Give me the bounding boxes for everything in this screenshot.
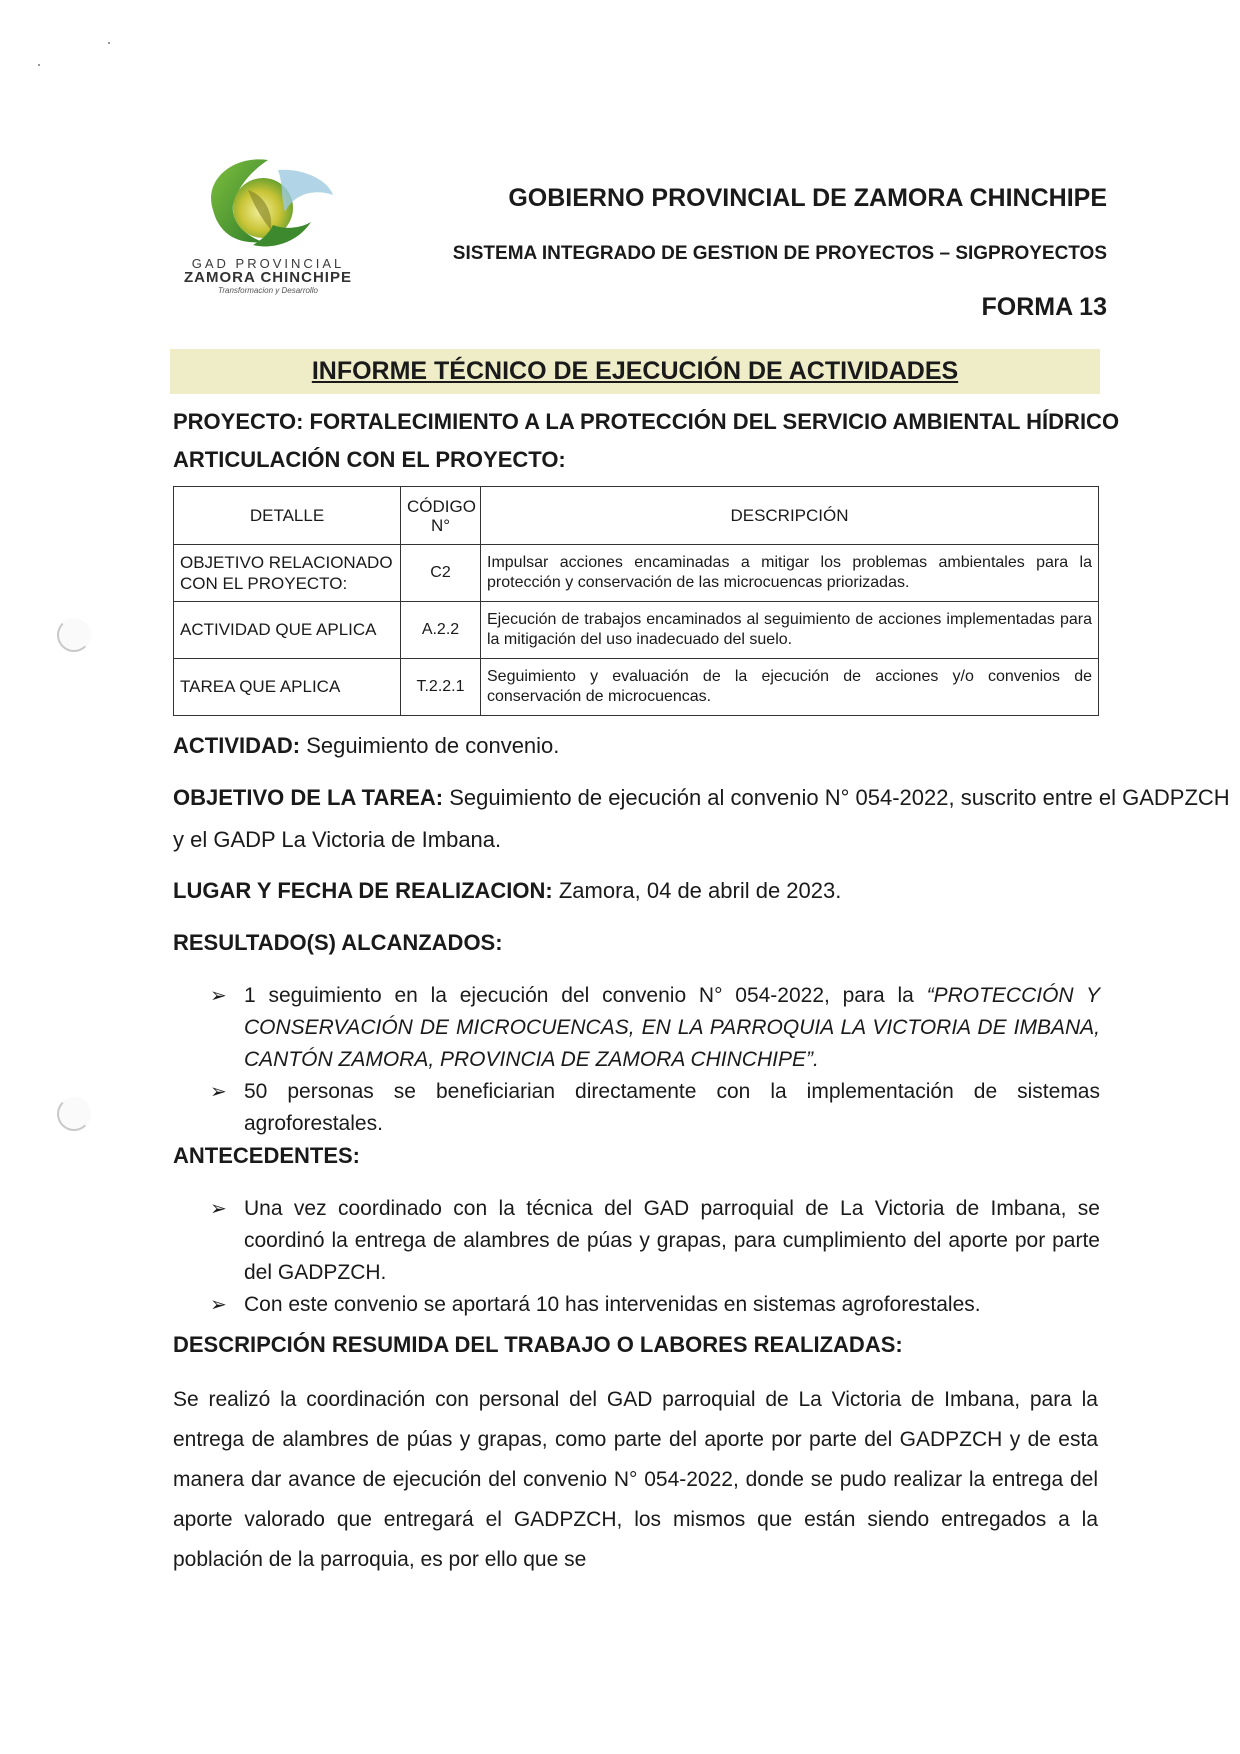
logo-line-3: Transformacion y Desarrollo	[218, 286, 318, 295]
row-codigo: C2	[401, 545, 481, 602]
header-detalle: DETALLE	[174, 487, 401, 545]
place-date-line	[173, 877, 841, 905]
background-2-text: Con este convenio se aportará 10 has intervenidas en sistemas agroforestales.	[244, 1293, 981, 1316]
arrow-bullet-icon: ➢	[210, 1081, 227, 1103]
arrow-bullet-icon: ➢	[210, 985, 227, 1007]
articulation-table	[173, 486, 1099, 716]
place-date-label: LUGAR Y FECHA DE REALIZACION:	[173, 878, 553, 903]
arrow-bullet-icon: ➢	[210, 1294, 227, 1316]
row-codigo: T.2.2.1	[401, 659, 481, 716]
punch-hole-mark	[57, 1097, 91, 1131]
list-item	[210, 980, 1100, 1076]
row-descripcion: Seguimiento y evaluación de la ejecución de acciones y/o convenios de conservación de microcuencas.	[481, 659, 1099, 716]
project-line	[173, 408, 1119, 436]
document-title: GOBIERNO PROVINCIAL DE ZAMORA CHINCHIPE	[508, 184, 1107, 212]
system-subtitle: SISTEMA INTEGRADO DE GESTION DE PROYECTOS – SIGPROYECTOS	[452, 243, 1107, 264]
form-number: FORMA 13	[981, 293, 1107, 321]
table-header-row	[174, 487, 1099, 545]
table-row	[174, 545, 1099, 602]
project-value: FORTALECIMIENTO A LA PROTECCIÓN DEL SERVICIO AMBIENTAL HÍDRICO	[309, 409, 1120, 434]
arrow-bullet-icon: ➢	[210, 1198, 227, 1220]
report-banner	[170, 349, 1100, 394]
scan-speck	[38, 64, 40, 66]
row-codigo: A.2.2	[401, 602, 481, 659]
header-descripcion: DESCRIPCIÓN	[481, 487, 1099, 545]
list-item	[210, 1193, 1100, 1289]
scan-speck	[108, 42, 110, 44]
background-1-text: Una vez coordinado con la técnica del GAD parroquial de La Victoria de Imbana, se coordinó la entrega de alambres de púas y grapas, para cumplimiento del aporte por parte del GADPZCH.	[244, 1197, 1100, 1284]
place-date-value: Zamora, 04 de abril de 2023.	[558, 878, 842, 903]
logo-line-1: GAD PROVINCIAL	[191, 256, 345, 271]
punch-hole-mark	[57, 618, 91, 652]
row-detalle: TAREA QUE APLICA	[174, 659, 401, 716]
activity-line	[173, 732, 559, 760]
articulation-heading: ARTICULACIÓN CON EL PROYECTO:	[173, 447, 566, 472]
result-2-text: 50 personas se beneficiarian directamente con la implementación de sistemas agroforestales.	[244, 1080, 1100, 1135]
result-1-italic: “PROTECCIÓN Y CONSERVACIÓN DE MICROCUENCAS, EN LA PARROQUIA LA VICTORIA DE IMBANA, CANTÓN ZAMORA, PROVINCIA DE ZAMORA CHINCHIPE”.	[244, 984, 1100, 1071]
results-list	[210, 980, 1100, 1140]
row-descripcion: Impulsar acciones encaminadas a mitigar los problemas ambientales para la protección y conservación de las microcuencas priorizadas.	[481, 545, 1099, 602]
results-heading: RESULTADO(S) ALCANZADOS:	[173, 930, 503, 955]
activity-label: ACTIVIDAD:	[173, 733, 301, 758]
organization-logo	[178, 150, 358, 300]
description-paragraph: Se realizó la coordinación con personal del GAD parroquial de La Victoria de Imbana, para la entrega de alambres de púas y grapas, como parte del aporte por parte del GADPZCH y de esta manera dar avance de ejecución del convenio N° 054-2022, donde se pudo realizar la entrega del aporte valorado que entregará el GADPZCH, los mismos que están siendo entregados a la población de la parroquia, es por ello que se	[173, 1388, 1098, 1571]
table-row	[174, 602, 1099, 659]
description-heading: DESCRIPCIÓN RESUMIDA DEL TRABAJO O LABORES REALIZADAS:	[173, 1332, 903, 1357]
report-title: INFORME TÉCNICO DE EJECUCIÓN DE ACTIVIDADES	[311, 357, 959, 385]
list-item	[210, 1289, 1100, 1321]
table-row	[174, 659, 1099, 716]
logo-leaf-icon	[193, 150, 343, 255]
objective-line-2: y el GADP La Victoria de Imbana.	[173, 827, 502, 852]
objective-label: OBJETIVO DE LA TAREA:	[173, 785, 444, 810]
row-detalle: OBJETIVO RELACIONADO CON EL PROYECTO:	[174, 545, 401, 602]
row-detalle: ACTIVIDAD QUE APLICA	[174, 602, 401, 659]
objective-line-1	[173, 784, 1230, 812]
list-item	[210, 1076, 1100, 1140]
header-codigo: CÓDIGO N°	[401, 487, 481, 545]
background-heading: ANTECEDENTES:	[173, 1143, 361, 1168]
project-label: PROYECTO:	[173, 409, 304, 434]
result-1-text: 1 seguimiento en la ejecución del convenio N° 054-2022, para la	[244, 984, 927, 1007]
objective-value: Seguimiento de ejecución al convenio N° 054-2022, suscrito entre el GADPZCH	[449, 785, 1230, 810]
logo-line-2: ZAMORA CHINCHIPE	[184, 269, 352, 286]
row-descripcion: Ejecución de trabajos encaminados al seguimiento de acciones implementadas para la mitigación del uso inadecuado del suelo.	[481, 602, 1099, 659]
activity-value: Seguimiento de convenio.	[306, 733, 560, 758]
background-list	[210, 1193, 1100, 1321]
